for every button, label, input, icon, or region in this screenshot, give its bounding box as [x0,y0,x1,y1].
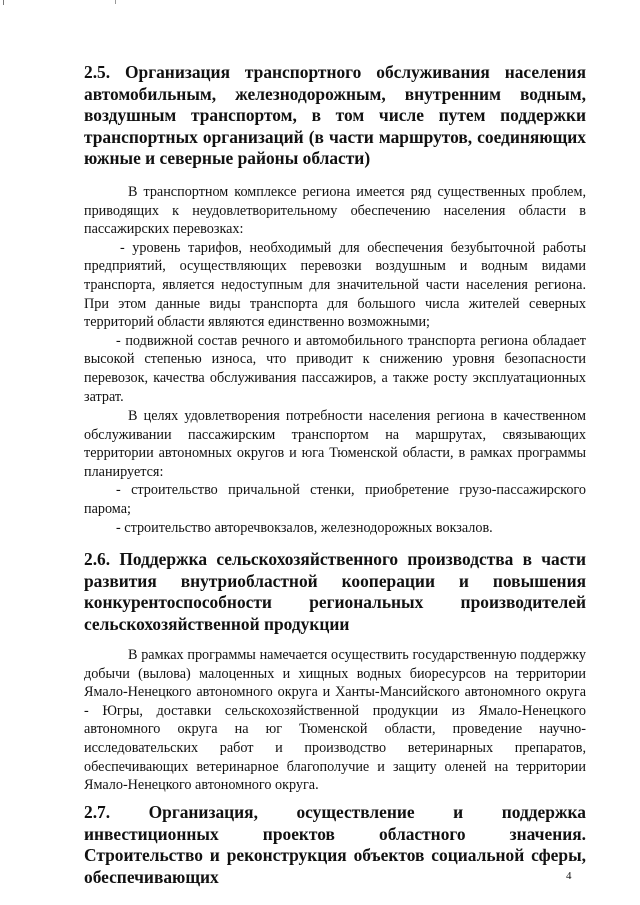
scan-mark [115,0,116,4]
paragraph: В целях удовлетворения потребности населения региона в качественном обслуживании пассажирским транспортом на маршрутах, связывающих территории автономных округов и юга Тюменской области, в рамках программы планируется: [84,408,586,480]
list-item: - строительство авторечвокзалов, железнодорожных вокзалов. [116,519,493,536]
section-2-5-body-continued [84,407,586,537]
section-2-6-heading: 2.6. Поддержка сельскохозяйственного производства в части развития внутриобластной кооперации и повышения конкурентоспособности региональных производителей сельскохозяйственной продукции [84,549,586,634]
list-item: - уровень тарифов, необходимый для обеспечения безубыточной работы предприятий, осуществляющих перевозки воздушным и водным видами транспорта, является недоступным для значительной части населения региона. При этом данные виды транспорта для большого числа жителей северных территорий области являются единственно возможными; [84,239,586,331]
scan-mark [3,0,4,5]
section-2-5-body [84,183,586,406]
list-item: - подвижной состав речного и автомобильного транспорта региона обладает высокой степенью износа, что приводит к снижению уровня безопасности перевозок, качества обслуживания пассажиров, а также росту эксплуатационных затрат. [84,332,586,405]
list-item: - строительство причальной стенки, приобретение грузо-пассажирского парома; [84,482,586,517]
paragraph: В транспортном комплексе региона имеется ряд существенных проблем, приводящих к неудовлетворительному обеспечению населения области в пассажирских перевозках: [84,184,586,238]
section-2-7-heading: 2.7. Организация, осуществление и поддержка инвестиционных проектов областного значения. Строительство и реконструкция объектов социальной сферы, обеспечивающих [84,802,586,887]
page-number: 4 [566,870,572,882]
paragraph: В рамках программы намечается осуществить государственную поддержку добычи (вылова) малоценных и хищных водных биоресурсов на территории Ямало-Ненецкого автономного округа и Ханты-Мансийского автономного округа - Югры, доставки сельскохозяйственной продукции из Ямало-Ненецкого автономного округа на юг Тюменской области, проведение научно-исследовательских работ и производство ветеринарных препаратов, обеспечивающих ветеринарное благополучие и защиту оленей на территории Ямало-Ненецкого автономного округа. [84,647,586,794]
section-2-6-body [84,646,586,795]
section-2-5-heading: 2.5. Организация транспортного обслуживания населения автомобильным, железнодорожным, внутренним водным, воздушным транспортом, в том числе путем поддержки транспортных организаций (в части маршрутов, соединяющих южные и северные районы области) [84,62,586,168]
